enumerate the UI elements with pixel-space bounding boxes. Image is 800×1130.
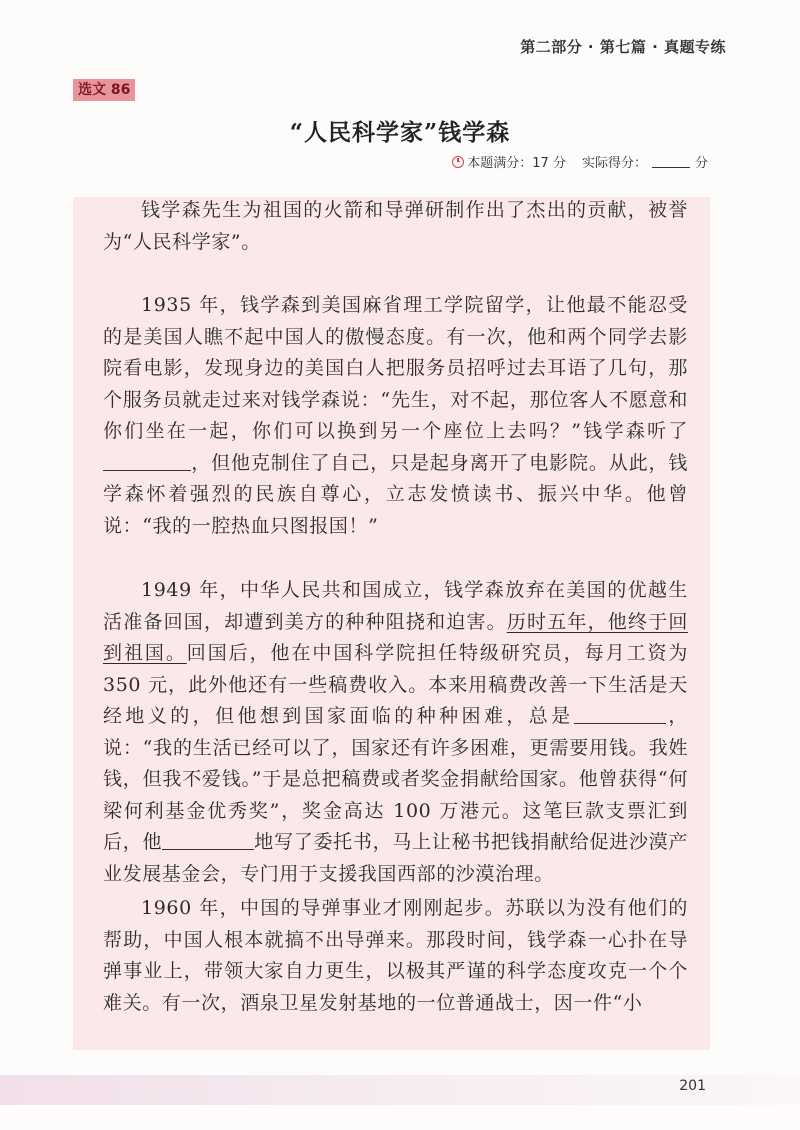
paragraph-2 <box>103 290 688 542</box>
paragraph-3 <box>103 575 688 890</box>
paragraph-1 <box>103 195 688 258</box>
paragraph-3-text-d: 地写了委托书，马上让秘书把钱捐献给促进沙漠产业发展基金会，专门用于支援我国西部的沙漠治理。 <box>103 831 688 885</box>
passage-tag: 选文 86 <box>73 79 135 101</box>
breadcrumb: 第二部分 · 第七篇 · 真题专练 <box>520 38 726 56</box>
paragraph-4 <box>103 893 688 1019</box>
paragraph-3-text-b: 回国后，他在中国科学院担任特级研究员，每月工资为 350 元，此外他还有一些稿费收入。本来用稿费改善一下生活是天经地义的，但他想到国家面临的种种困难，总是 <box>103 642 688 727</box>
page-number: 201 <box>679 1078 706 1094</box>
actual-score-blank[interactable] <box>652 155 690 168</box>
paragraph-4-text: 1960 年，中国的导弹事业才刚刚起步。苏联以为没有他们的帮助，中国人根本就搞不出导弹来。那段时间，钱学森一心扑在导弹事业上，带领大家自力更生，以极其严谨的科学态度攻克一个个难关。有一次，酒泉卫星发射基地的一位普通战士，因一件“小 <box>103 897 688 1014</box>
paragraph-3-text-c: ，说：“我的生活已经可以了，国家还有许多困难，更需要用钱。我姓钱，但我不爱钱。”于是总把稿费或者奖金捐献给国家。他曾获得“何梁何利基金优秀奖”，奖金高达 100 万港元。这笔巨款支票汇到后，他 <box>103 705 688 853</box>
answer-blank-1[interactable] <box>103 450 191 471</box>
clock-icon <box>452 156 464 168</box>
score-unit: 分 <box>694 156 708 171</box>
full-score: 本题满分：17 分 <box>467 156 566 171</box>
answer-blank-3[interactable] <box>162 829 254 850</box>
underlined-sentence: 历时五年，他终于回到祖国。 <box>103 610 688 664</box>
paragraph-3-text-a: 1949 年，中华人民共和国成立，钱学森放弃在美国的优越生活准备回国，却遭到美方的种种阻挠和迫害。 <box>103 579 688 633</box>
score-line <box>452 152 708 171</box>
paragraph-2-text-a: 1935 年，钱学森到美国麻省理工学院留学，让他最不能忍受的是美国人瞧不起中国人的傲慢态度。有一次，他和两个同学去影院看电影，发现身边的美国白人把服务员招呼过去耳语了几句，那个服务员就走过来对钱学森说：“先生，对不起，那位客人不愿意和你们坐在一起，你们可以换到另一个座位上去吗？”钱学森听了 <box>103 294 688 442</box>
paragraph-1-text: 钱学森先生为祖国的火箭和导弹研制作出了杰出的贡献，被誉为“人民科学家”。 <box>103 199 688 253</box>
page-title: “人民科学家”钱学森 <box>289 119 511 146</box>
answer-blank-2[interactable] <box>574 703 666 724</box>
actual-score-label: 实际得分： <box>581 156 647 171</box>
paragraph-2-text-b: ，但他克制住了自己，只是起身离开了电影院。从此，钱学森怀着强烈的民族自尊心，立志发愤读书、振兴中华。他曾说：“我的一腔热血只图报国！” <box>103 451 688 537</box>
